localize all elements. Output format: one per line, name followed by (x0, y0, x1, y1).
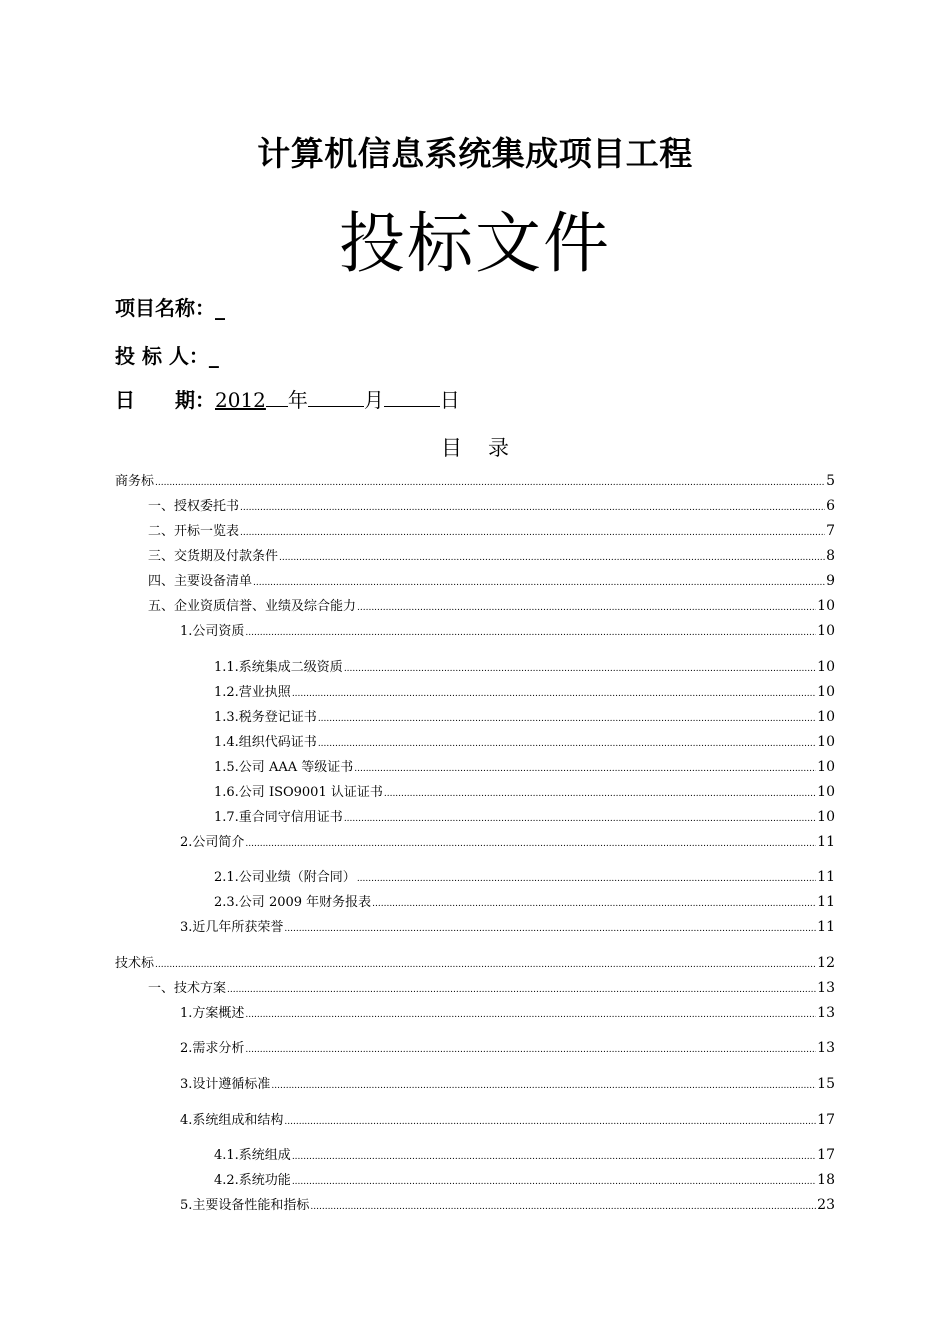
date-year: 2012 (215, 388, 266, 412)
document-subtitle: 投标文件 (339, 205, 611, 282)
toc-leader (253, 573, 825, 592)
toc-entry-page: 7 (826, 523, 835, 539)
toc-entry-text: 1.4.组织代码证书 (214, 735, 317, 750)
toc-entry-text: 1.5.公司 AAA 等级证书 (214, 760, 354, 775)
toc-entry-text: 三、交货期及付款条件 (148, 549, 279, 564)
toc-entry[interactable] (148, 597, 835, 615)
toc-entry[interactable] (214, 683, 835, 701)
toc-leader (384, 784, 816, 803)
toc-entry-page: 10 (817, 809, 835, 825)
toc-leader (240, 523, 825, 542)
toc-entry-page: 23 (817, 1197, 835, 1213)
project-name-field: 项目名称：_ (115, 296, 225, 320)
toc-leader (271, 1076, 816, 1095)
toc-entry[interactable] (180, 833, 835, 851)
toc-entry[interactable] (180, 622, 835, 640)
toc-entry-text: 五、企业资质信誉、业绩及综合能力 (148, 599, 357, 614)
toc-entry-text: 5.主要设备性能和指标 (180, 1198, 310, 1213)
toc-entry[interactable] (148, 547, 835, 565)
toc-entry-page: 10 (817, 709, 835, 725)
toc-entry-page: 18 (817, 1172, 835, 1188)
toc-entry-text: 4.系统组成和结构 (180, 1113, 284, 1128)
toc-leader (284, 1112, 816, 1131)
toc-leader (245, 623, 816, 642)
toc-entry-text: 2.1.公司业绩（附合同） (214, 870, 356, 885)
toc-title: 目录 (441, 436, 535, 460)
toc-entry-text: 2.3.公司 2009 年财务报表 (214, 895, 372, 910)
toc-entry[interactable] (214, 783, 835, 801)
toc-leader (310, 1197, 816, 1216)
bidder-field: 投 标 人：_ (115, 344, 219, 368)
toc-leader (284, 919, 816, 938)
toc-entry[interactable] (214, 758, 835, 776)
toc-entry[interactable] (214, 1146, 835, 1164)
toc-leader (227, 980, 816, 999)
day-blank (384, 388, 440, 407)
document-title: 计算机信息系统集成项目工程 (257, 134, 693, 173)
toc-entry[interactable] (214, 893, 835, 911)
toc-entry[interactable] (180, 918, 835, 936)
toc-entry-text: 1.公司资质 (180, 624, 245, 639)
toc-entry-text: 1.1.系统集成二级资质 (214, 660, 343, 675)
toc-entry-page: 10 (817, 734, 835, 750)
toc-entry-page: 11 (817, 894, 835, 910)
toc-entry[interactable] (148, 522, 835, 540)
toc-entry-text: 4.2.系统功能 (214, 1173, 291, 1188)
toc-leader (357, 598, 816, 617)
month-blank (308, 388, 364, 407)
toc-entry-page: 13 (817, 980, 835, 996)
toc-entry-page: 13 (817, 1040, 835, 1056)
toc-entry-page: 6 (826, 498, 835, 514)
toc-entry-page: 12 (817, 955, 835, 971)
toc-leader (318, 734, 816, 753)
toc-entry-text: 1.2.营业执照 (214, 685, 291, 700)
toc-leader (354, 759, 816, 778)
toc-entry-text: 1.3.税务登记证书 (214, 710, 317, 725)
toc-entry-page: 10 (817, 684, 835, 700)
toc-entry-page: 9 (826, 573, 835, 589)
toc-entry[interactable] (115, 472, 835, 490)
toc-leader (292, 1172, 816, 1191)
toc-entry-page: 17 (817, 1112, 835, 1128)
toc-leader (372, 894, 816, 913)
toc-entry[interactable] (180, 1039, 835, 1057)
toc-entry-text: 1.6.公司 ISO9001 认证证书 (214, 785, 383, 800)
date-day-suffix: 日 (439, 388, 460, 412)
toc-leader (292, 1147, 816, 1166)
toc-leader (240, 498, 825, 517)
toc-entry-text: 3.设计遵循标准 (180, 1077, 271, 1092)
date-year-suffix: 年 (287, 388, 308, 412)
year-blank (266, 388, 288, 407)
toc-entry-page: 13 (817, 1005, 835, 1021)
date-month-suffix: 月 (363, 388, 384, 412)
toc-entry-text: 1.方案概述 (180, 1006, 245, 1021)
toc-entry-page: 11 (817, 869, 835, 885)
toc-entry-text: 一、技术方案 (148, 981, 227, 996)
toc-entry-page: 11 (817, 919, 835, 935)
toc-entry-text: 1.7.重合同守信用证书 (214, 810, 343, 825)
toc-entry[interactable] (148, 497, 835, 515)
toc-entry-page: 10 (817, 598, 835, 614)
toc-leader (245, 1040, 816, 1059)
toc-entry[interactable] (148, 979, 835, 997)
toc-entry[interactable] (180, 1111, 835, 1129)
toc-leader (344, 659, 816, 678)
toc-entry-page: 17 (817, 1147, 835, 1163)
toc-entry[interactable] (214, 733, 835, 751)
date-field (115, 384, 460, 413)
toc-entry[interactable] (214, 658, 835, 676)
toc-entry-text: 一、授权委托书 (148, 499, 240, 514)
toc-entry-text: 商务标 (115, 474, 155, 489)
toc-entry-text: 四、主要设备清单 (148, 574, 253, 589)
toc-entry[interactable] (148, 572, 835, 590)
toc-entry[interactable] (115, 954, 835, 972)
toc-entry-text: 4.1.系统组成 (214, 1148, 291, 1163)
toc-entry-page: 10 (817, 784, 835, 800)
toc-leader (357, 869, 816, 888)
toc-leader (279, 548, 825, 567)
toc-entry-text: 技术标 (115, 956, 155, 971)
toc-leader (155, 473, 825, 492)
toc-entry-page: 15 (817, 1076, 835, 1092)
toc-entry[interactable] (180, 1004, 835, 1022)
toc-leader (245, 1005, 816, 1024)
toc-entry[interactable] (214, 808, 835, 826)
toc-entry-text: 2.公司简介 (180, 835, 245, 850)
toc-entry[interactable] (180, 1196, 835, 1214)
toc-entry[interactable] (180, 1075, 835, 1093)
toc-leader (344, 809, 816, 828)
toc-entry-page: 10 (817, 759, 835, 775)
toc-leader (318, 709, 816, 728)
toc-entry[interactable] (214, 868, 835, 886)
toc-leader (292, 684, 816, 703)
toc-leader (155, 955, 816, 974)
toc-entry[interactable] (214, 708, 835, 726)
toc-entry[interactable] (214, 1171, 835, 1189)
toc-entry-text: 3.近几年所获荣誉 (180, 920, 284, 935)
toc-entry-page: 10 (817, 623, 835, 639)
toc-entry-text: 二、开标一览表 (148, 524, 240, 539)
toc-entry-page: 10 (817, 659, 835, 675)
toc-entry-page: 5 (826, 473, 835, 489)
toc-entry-page: 8 (826, 548, 835, 564)
toc-leader (245, 834, 816, 853)
toc-entry-page: 11 (817, 834, 835, 850)
date-label: 日 期： (115, 388, 215, 412)
toc-entry-text: 2.需求分析 (180, 1041, 245, 1056)
